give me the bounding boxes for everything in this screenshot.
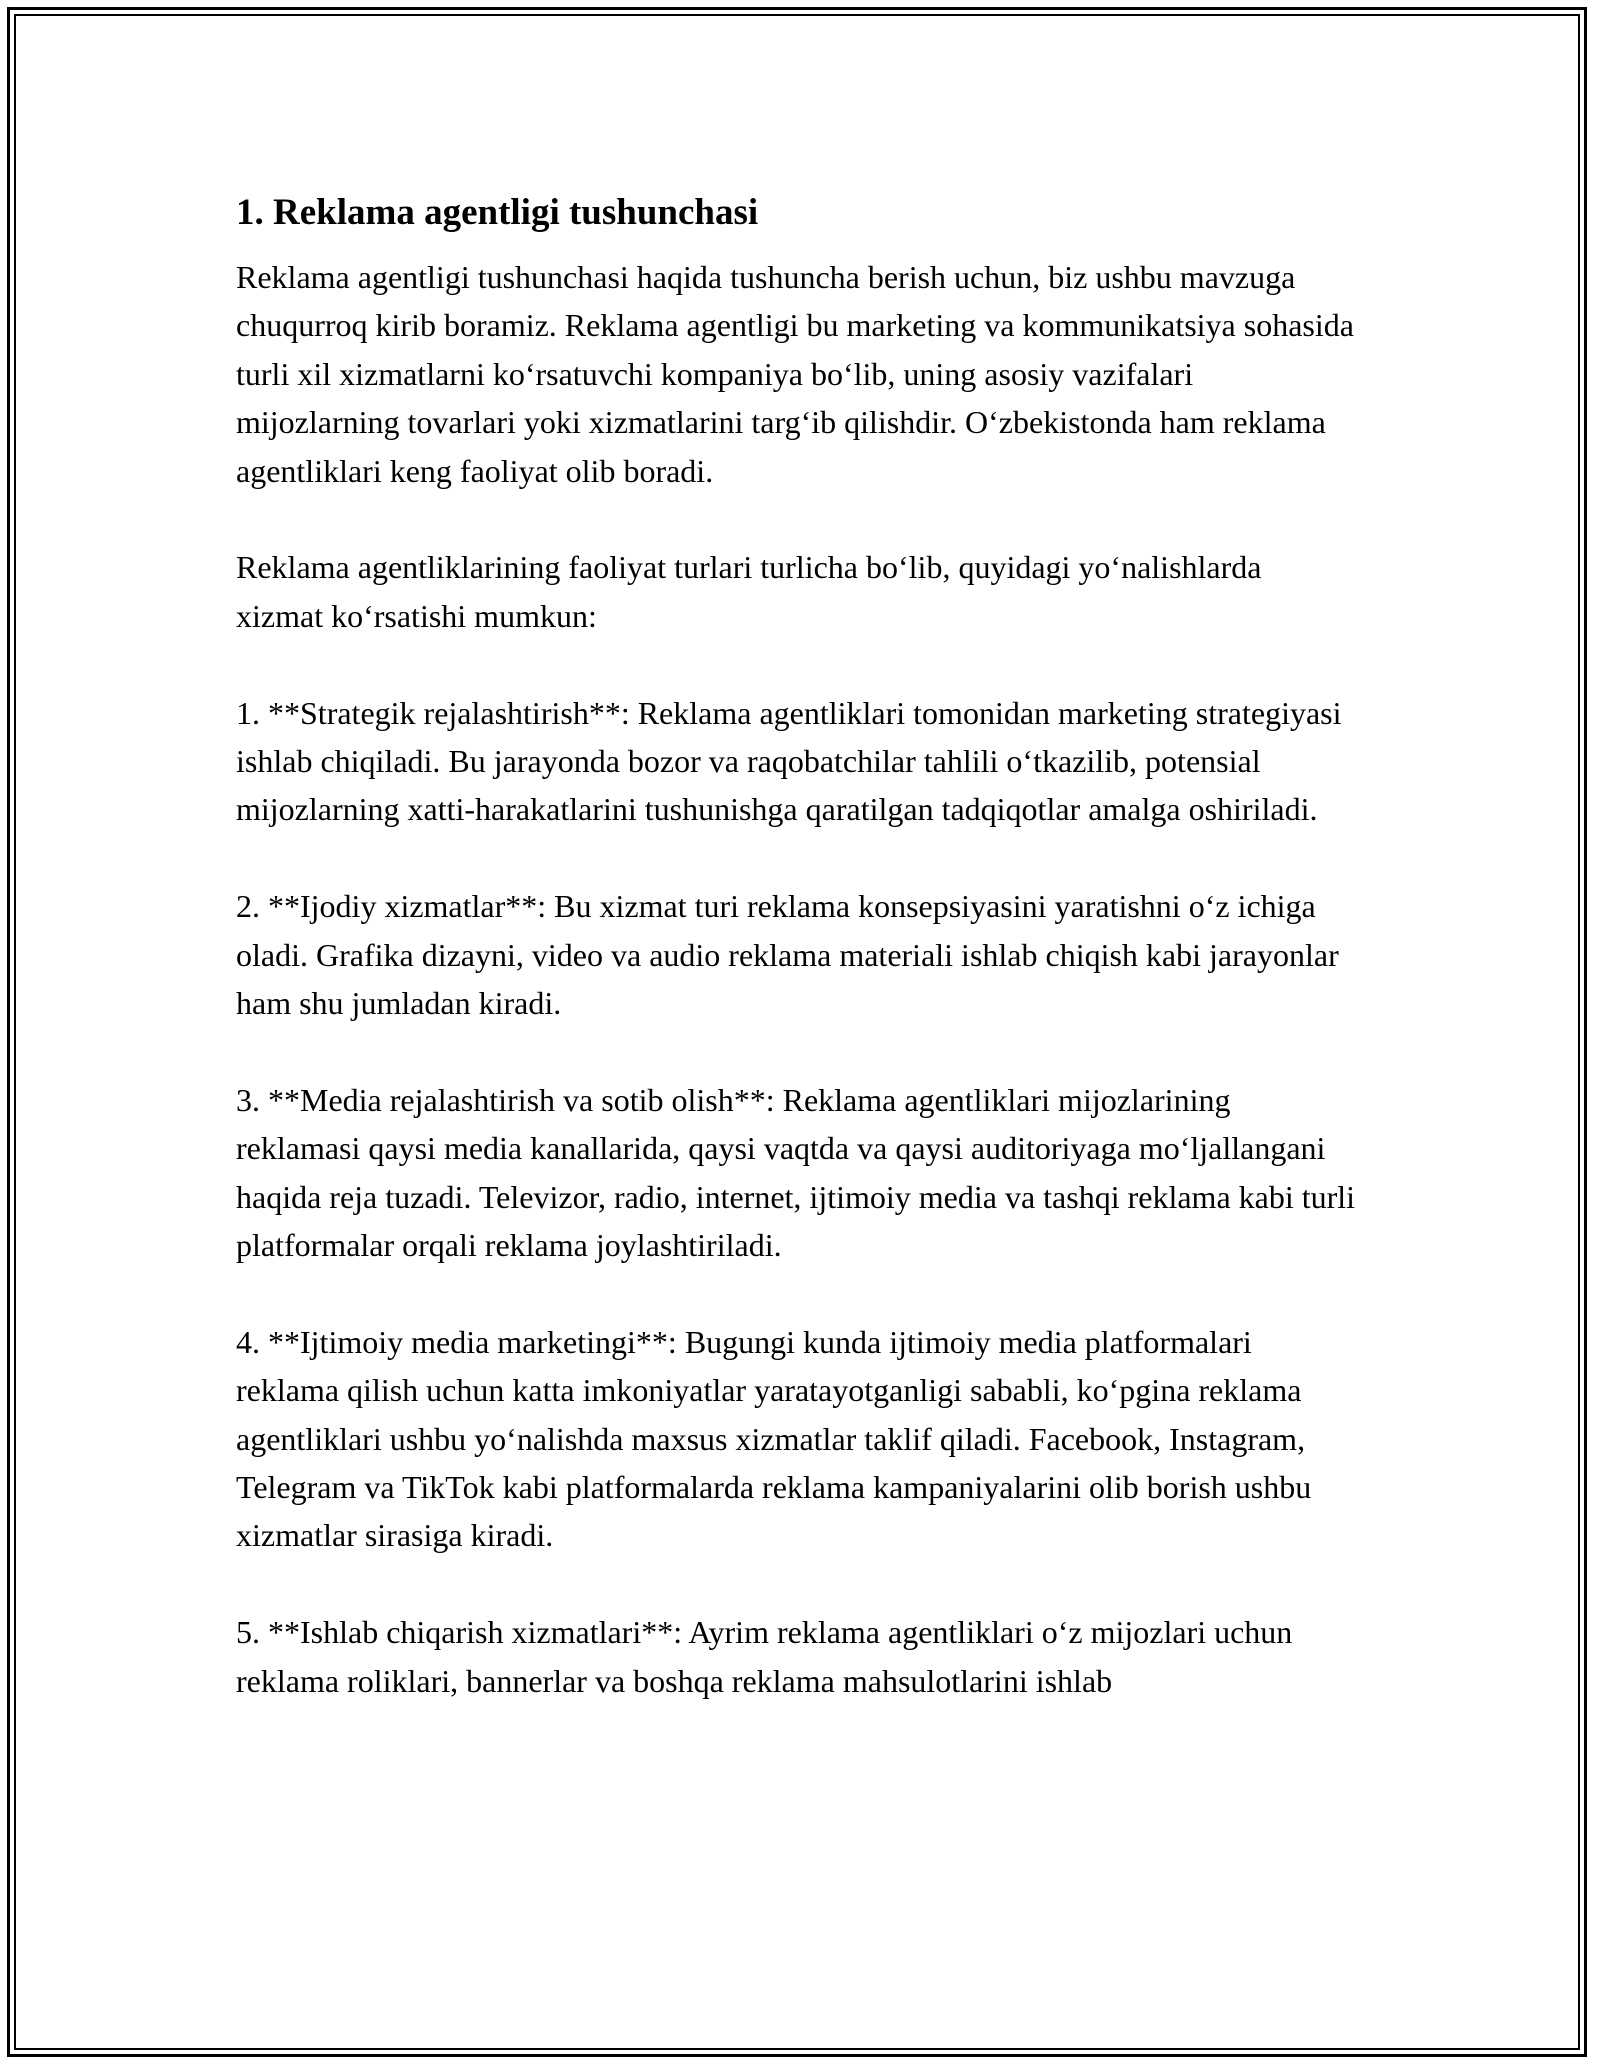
- section-heading: 1. Reklama agentligi tushunchasi: [236, 192, 759, 233]
- list-item: 4. **Ijtimoiy media marketingi**: Bugungi kunda ijtimoiy media platformalari reklama qilish uchun katta imkoniyatlar yaratayotganligi sababli, ko‘pgina reklama agentliklari ushbu yo‘nalishda maxsus xizmatlar taklif qiladi. Facebook, Instagram, Telegram va TikTok kabi platformalarda reklama kampaniyalarini olib borish ushbu xizmatlar sirasiga kiradi.: [236, 1323, 1312, 1554]
- intro-paragraph: Reklama agentligi tushunchasi haqida tushuncha berish uchun, biz ushbu mavzuga chuqurroq kirib boramiz. Reklama agentligi bu marketing va kommunikatsiya sohasida turli xil xizmatlarni ko‘rsatuvchi kompaniya bo‘lib, uning asosiy vazifalari mijozlarning tovarlari yoki xizmatlarini targ‘ib qilishdir. O‘zbekistonda ham reklama agentliklari keng faoliyat olib boradi.: [236, 259, 1354, 489]
- document-body: [236, 185, 1356, 1705]
- list-item: 5. **Ishlab chiqarish xizmatlari**: Ayrim reklama agentliklari o‘z mijozlari uchun reklama roliklari, bannerlar va boshqa reklama mahsulotlarini ishlab: [236, 1614, 1293, 1699]
- intro-paragraph: Reklama agentliklarining faoliyat turlari turlicha bo‘lib, quyidagi yo‘nalishlarda xizmat ko‘rsatishi mumkun:: [236, 549, 1262, 634]
- list-item: 1. **Strategik rejalashtirish**: Reklama agentliklari tomonidan marketing strategiyasi ishlab chiqiladi. Bu jarayonda bozor va raqobatchilar tahlili o‘tkazilib, potensial mijozlarning xatti-harakatlarini tushunishga qaratilgan tadqiqotlar amalga oshiriladi.: [236, 694, 1342, 828]
- list-item: 2. **Ijodiy xizmatlar**: Bu xizmat turi reklama konsepsiyasini yaratishni o‘z ichiga oladi. Grafika dizayni, video va audio reklama materiali ishlab chiqish kabi jarayonlar ham shu jumladan kiradi.: [236, 888, 1339, 1022]
- list-item: 3. **Media rejalashtirish va sotib olish**: Reklama agentliklari mijozlarining reklamasi qaysi media kanallarida, qaysi vaqtda va qaysi auditoriyaga mo‘ljallangani haqida reja tuzadi. Televizor, radio, internet, ijtimoiy media va tashqi reklama kabi turli platformalar orqali reklama joylashtiriladi.: [236, 1081, 1356, 1264]
